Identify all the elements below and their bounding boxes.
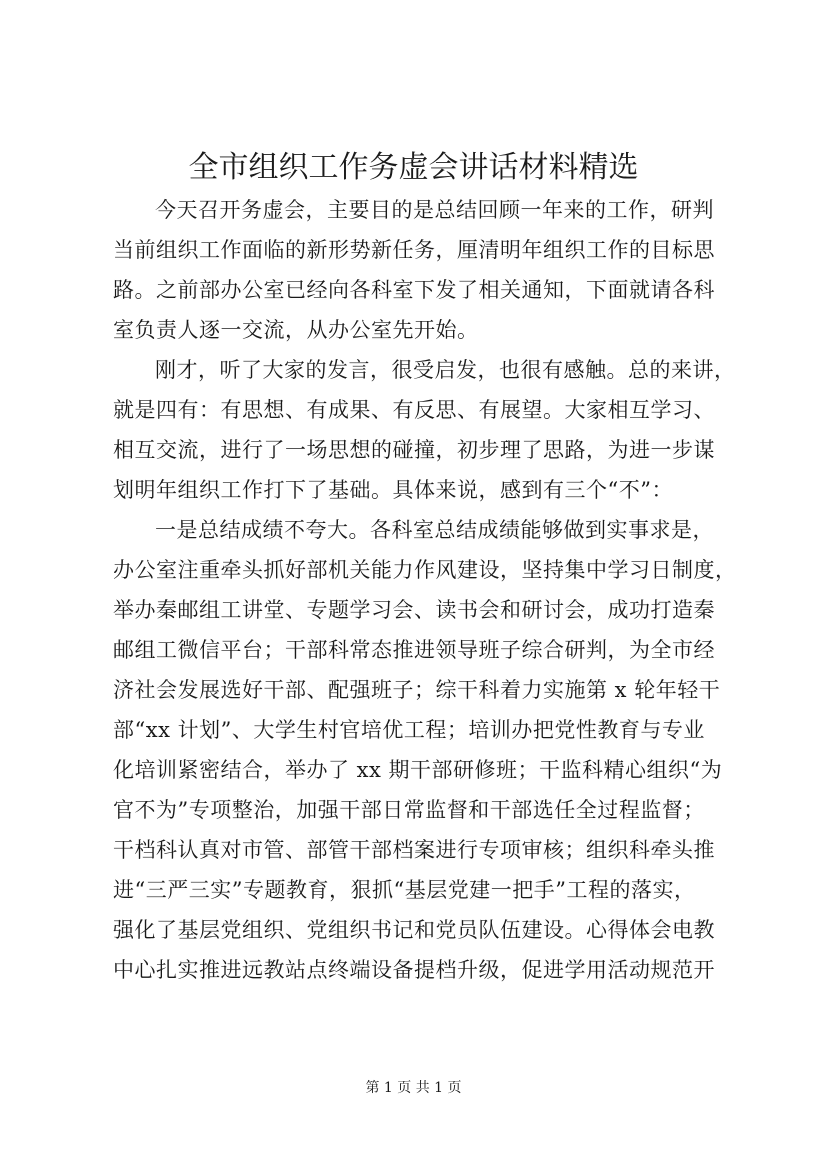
paragraph-line: 举办秦邮组工讲堂、专题学习会、读书会和研讨会，成功打造秦 <box>113 598 715 622</box>
paragraph-line: 今天召开务虚会，主要目的是总结回顾一年来的工作，研判 <box>155 198 714 222</box>
page-footer: 第 1 页 共 1 页 <box>365 1080 462 1096</box>
paragraph-line: 进“三严三实”专题教育，狠抓“基层党建一把手”工程的落实， <box>113 878 696 902</box>
paragraph-line: 干档科认真对市管、部管干部档案进行专项审核；组织科牵头推 <box>113 838 715 862</box>
paragraph-line: 划明年组织工作打下了基础。具体来说，感到有三个“不”： <box>113 478 673 502</box>
paragraph-line: 邮组工微信平台；干部科常态推进领导班子综合研判，为全市经 <box>113 638 715 662</box>
paragraph-line: 化培训紧密结合，举办了 xx 期干部研修班；干监科精心组织“为 <box>113 758 723 782</box>
paragraph-line: 就是四有：有思想、有成果、有反思、有展望。大家相互学习、 <box>113 398 715 422</box>
paragraph-line: 刚才，听了大家的发言，很受启发，也很有感触。总的来讲， <box>155 358 736 382</box>
paragraph-line: 当前组织工作面临的新形势新任务，厘清明年组织工作的目标思 <box>113 238 715 262</box>
paragraph-line: 一是总结成绩不夸大。各科室总结成绩能够做到实事求是， <box>155 518 714 542</box>
paragraph-line: 强化了基层党组织、党组织书记和党员队伍建设。心得体会电教 <box>113 918 715 942</box>
paragraph-line: 路。之前部办公室已经向各科室下发了相关通知，下面就请各科 <box>113 278 715 302</box>
paragraph-line: 相互交流，进行了一场思想的碰撞，初步理了思路，为进一步谋 <box>113 438 715 462</box>
paragraph-line: 办公室注重牵头抓好部机关能力作风建设，坚持集中学习日制度， <box>113 558 737 582</box>
paragraph-line: 官不为”专项整治，加强干部日常监督和干部选任全过程监督； <box>113 798 705 822</box>
paragraph-line: 室负责人逐一交流，从办公室先开始。 <box>113 318 479 342</box>
document-title: 全市组织工作务虚会讲话材料精选 <box>188 150 639 185</box>
document-body <box>113 190 738 990</box>
paragraph-line: 济社会发展选好干部、配强班子；综干科着力实施第 x 轮年轻干 <box>113 678 721 702</box>
paragraph-line: 部“xx 计划”、大学生村官培优工程；培训办把党性教育与专业 <box>113 718 705 742</box>
paragraph-line: 中心扎实推进远教站点终端设备提档升级，促进学用活动规范开 <box>113 958 715 982</box>
